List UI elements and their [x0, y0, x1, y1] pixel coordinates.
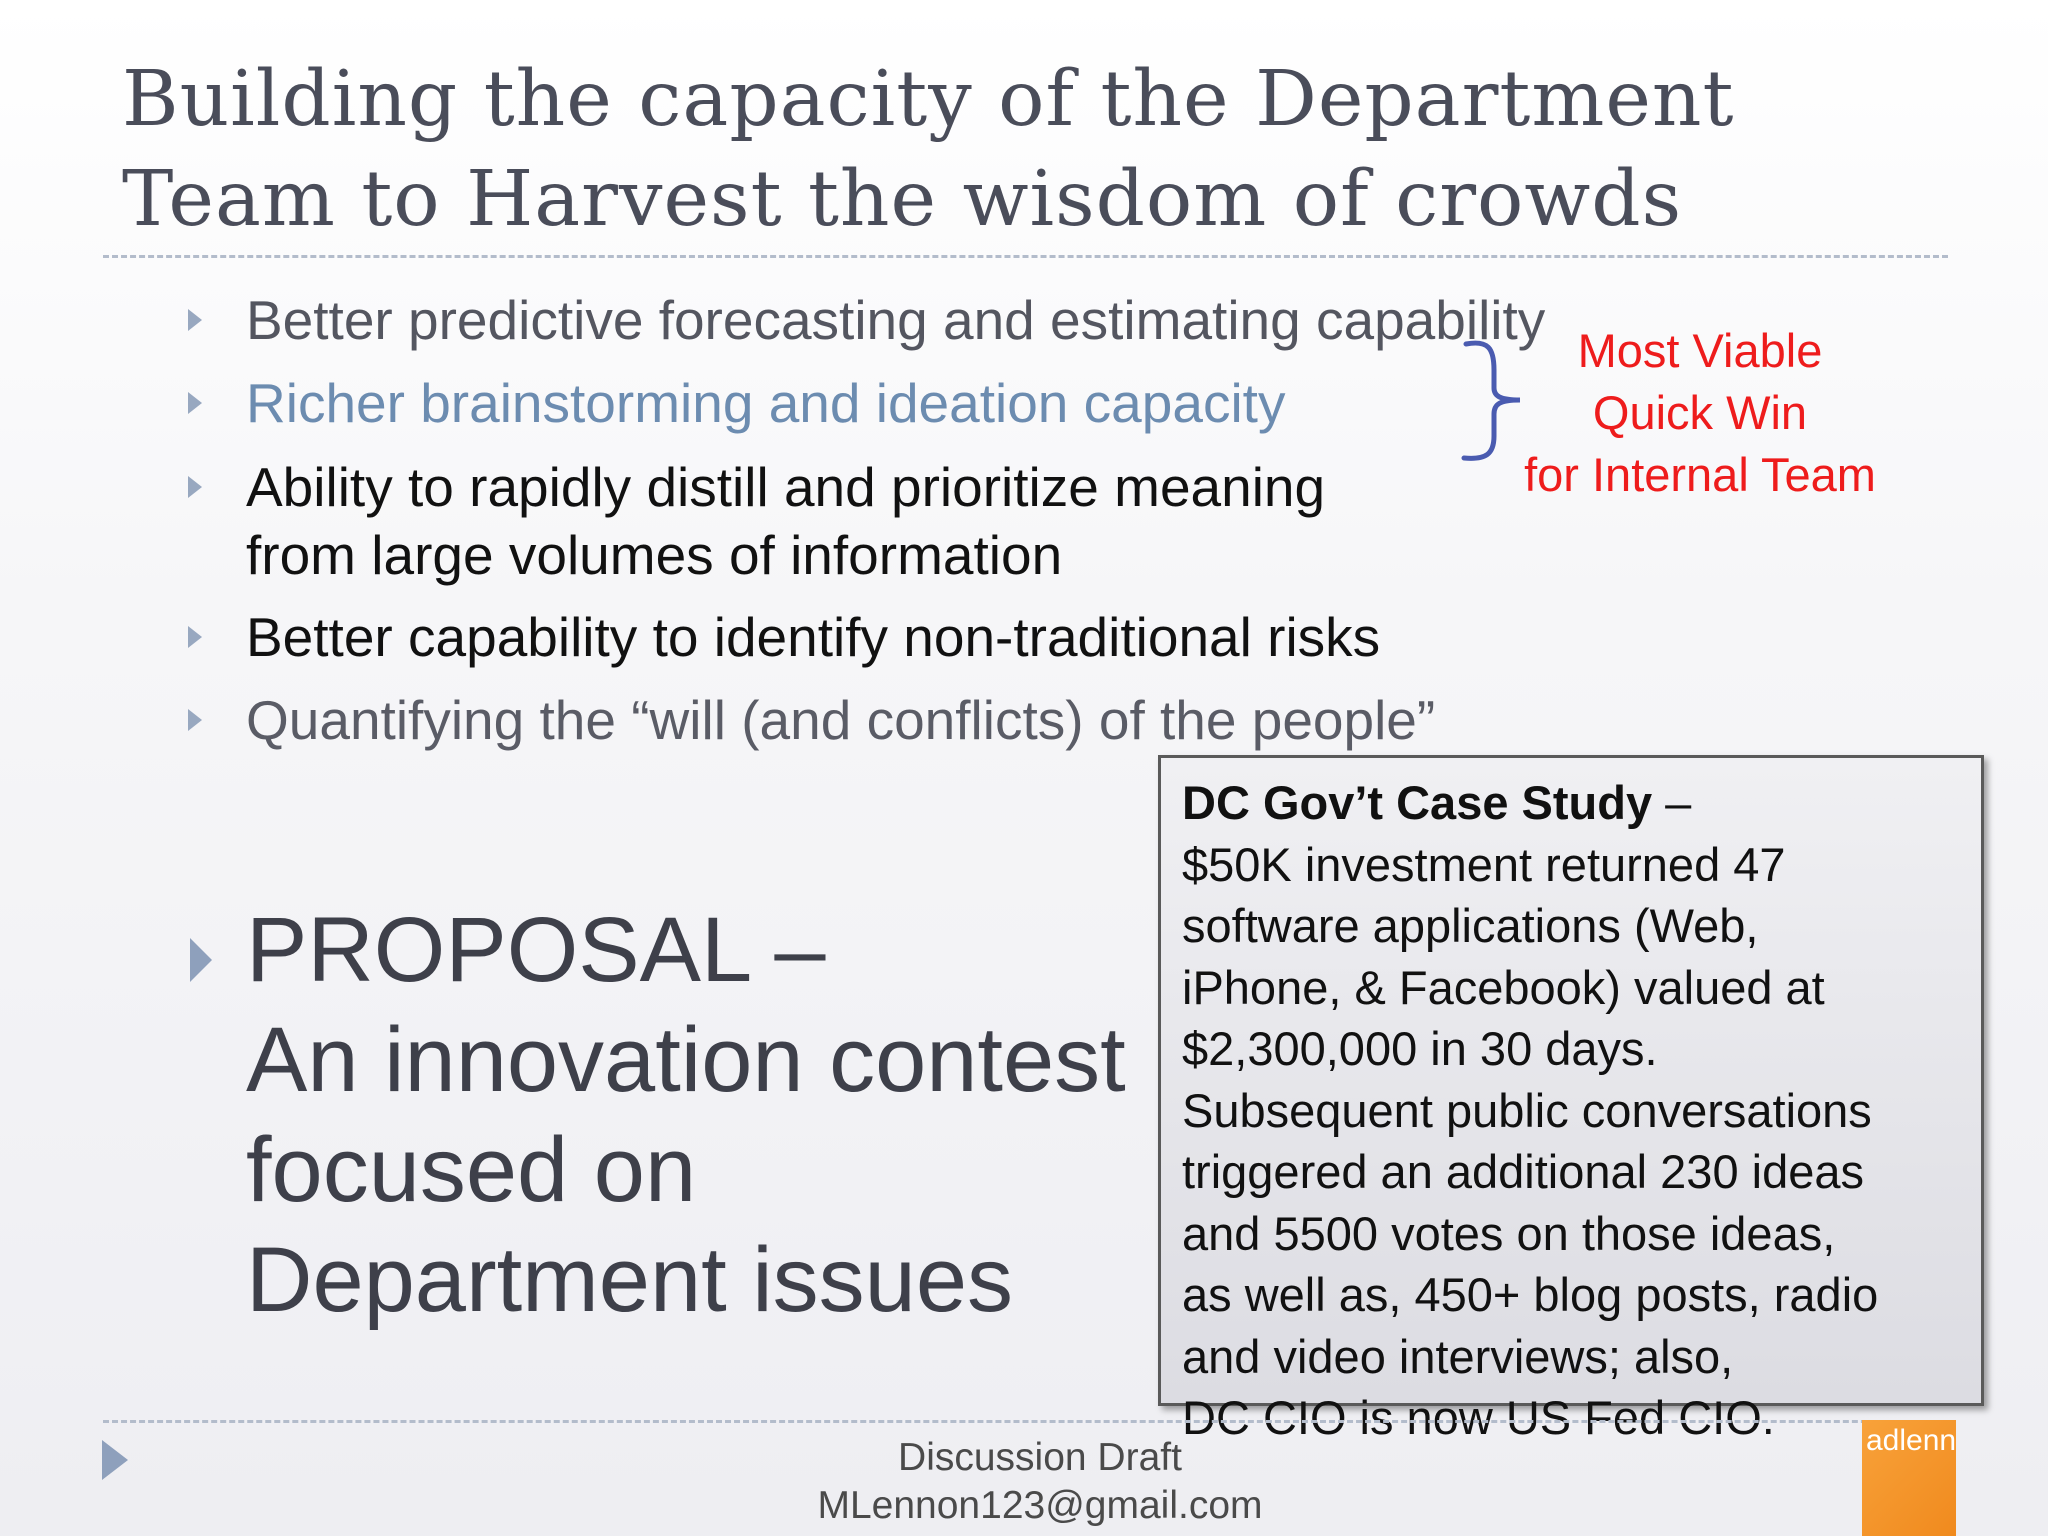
slide-title [122, 50, 1972, 250]
logo-text: adlenn [1866, 1424, 1957, 1457]
bullet-triangle-icon [188, 476, 202, 498]
case-study-heading-line [1182, 772, 1982, 834]
bullet-brainstorming: Richer brainstorming and ideation capacity [246, 372, 1286, 434]
case-study-line: and 5500 votes on those ideas, [1182, 1206, 1836, 1260]
proposal-line-2: An innovation contest [246, 1009, 1126, 1111]
top-divider [103, 255, 1948, 258]
case-study-line: as well as, 450+ blog posts, radio [1182, 1268, 1879, 1321]
case-study-dash: – [1652, 776, 1692, 829]
footer [640, 1434, 1440, 1530]
case-study-line: software applications (Web, [1182, 899, 1759, 952]
footer-draft-label: Discussion Draft [898, 1436, 1182, 1479]
proposal-line-1: PROPOSAL – [246, 899, 826, 1001]
case-study-heading: DC Gov’t Case Study [1182, 776, 1653, 829]
annotation-line-1: Most Viable [1577, 324, 1823, 377]
bullet-risks: Better capability to identify non-traditional risks [246, 606, 1381, 668]
adlenn-logo [1862, 1420, 1956, 1536]
bullet-triangle-icon [188, 709, 202, 731]
annotation-line-3: for Internal Team [1524, 448, 1876, 501]
case-study-line: Subsequent public conversations [1182, 1083, 1872, 1137]
bottom-divider [103, 1420, 1948, 1423]
bullet-triangle-icon [188, 392, 202, 414]
footer-email: MLennon123@gmail.com [817, 1484, 1263, 1527]
proposal-line-4: Department issues [246, 1229, 1013, 1331]
proposal-line-3: focused on [246, 1119, 697, 1221]
bullet-triangle-icon [188, 309, 202, 331]
bullet-distill-line-2: from large volumes of information [246, 524, 1063, 586]
title-line-1: Building the capacity of the Department [122, 55, 1735, 144]
case-study-line: $50K investment returned 47 [1182, 837, 1786, 891]
bullet-quantifying: Quantifying the “will (and conflicts) of the people” [246, 689, 1436, 751]
case-study-line: iPhone, & Facebook) valued at [1182, 960, 1825, 1014]
case-study-line: DC CIO is now US Fed CIO. [1182, 1391, 1775, 1444]
proposal-triangle-icon [190, 938, 212, 982]
title-line-2: Team to Harvest the wisdom of crowds [122, 155, 1683, 244]
annotation-line-2: Quick Win [1592, 386, 1808, 439]
case-study-line: $2,300,000 in 30 days. [1182, 1022, 1658, 1075]
bullet-triangle-icon [188, 626, 202, 648]
case-study-line: and video interviews; also, [1182, 1329, 1734, 1383]
proposal-block [246, 895, 1166, 1335]
footer-triangle-icon [102, 1440, 128, 1480]
bullet-forecasting: Better predictive forecasting and estimating capability [246, 289, 1546, 351]
bullet-distill-line-1: Ability to rapidly distill and prioritize meaning [246, 456, 1326, 518]
case-study-text [1182, 772, 1982, 1449]
case-study-line: triggered an additional 230 ideas [1182, 1145, 1865, 1198]
most-viable-annotation [1500, 320, 1900, 506]
